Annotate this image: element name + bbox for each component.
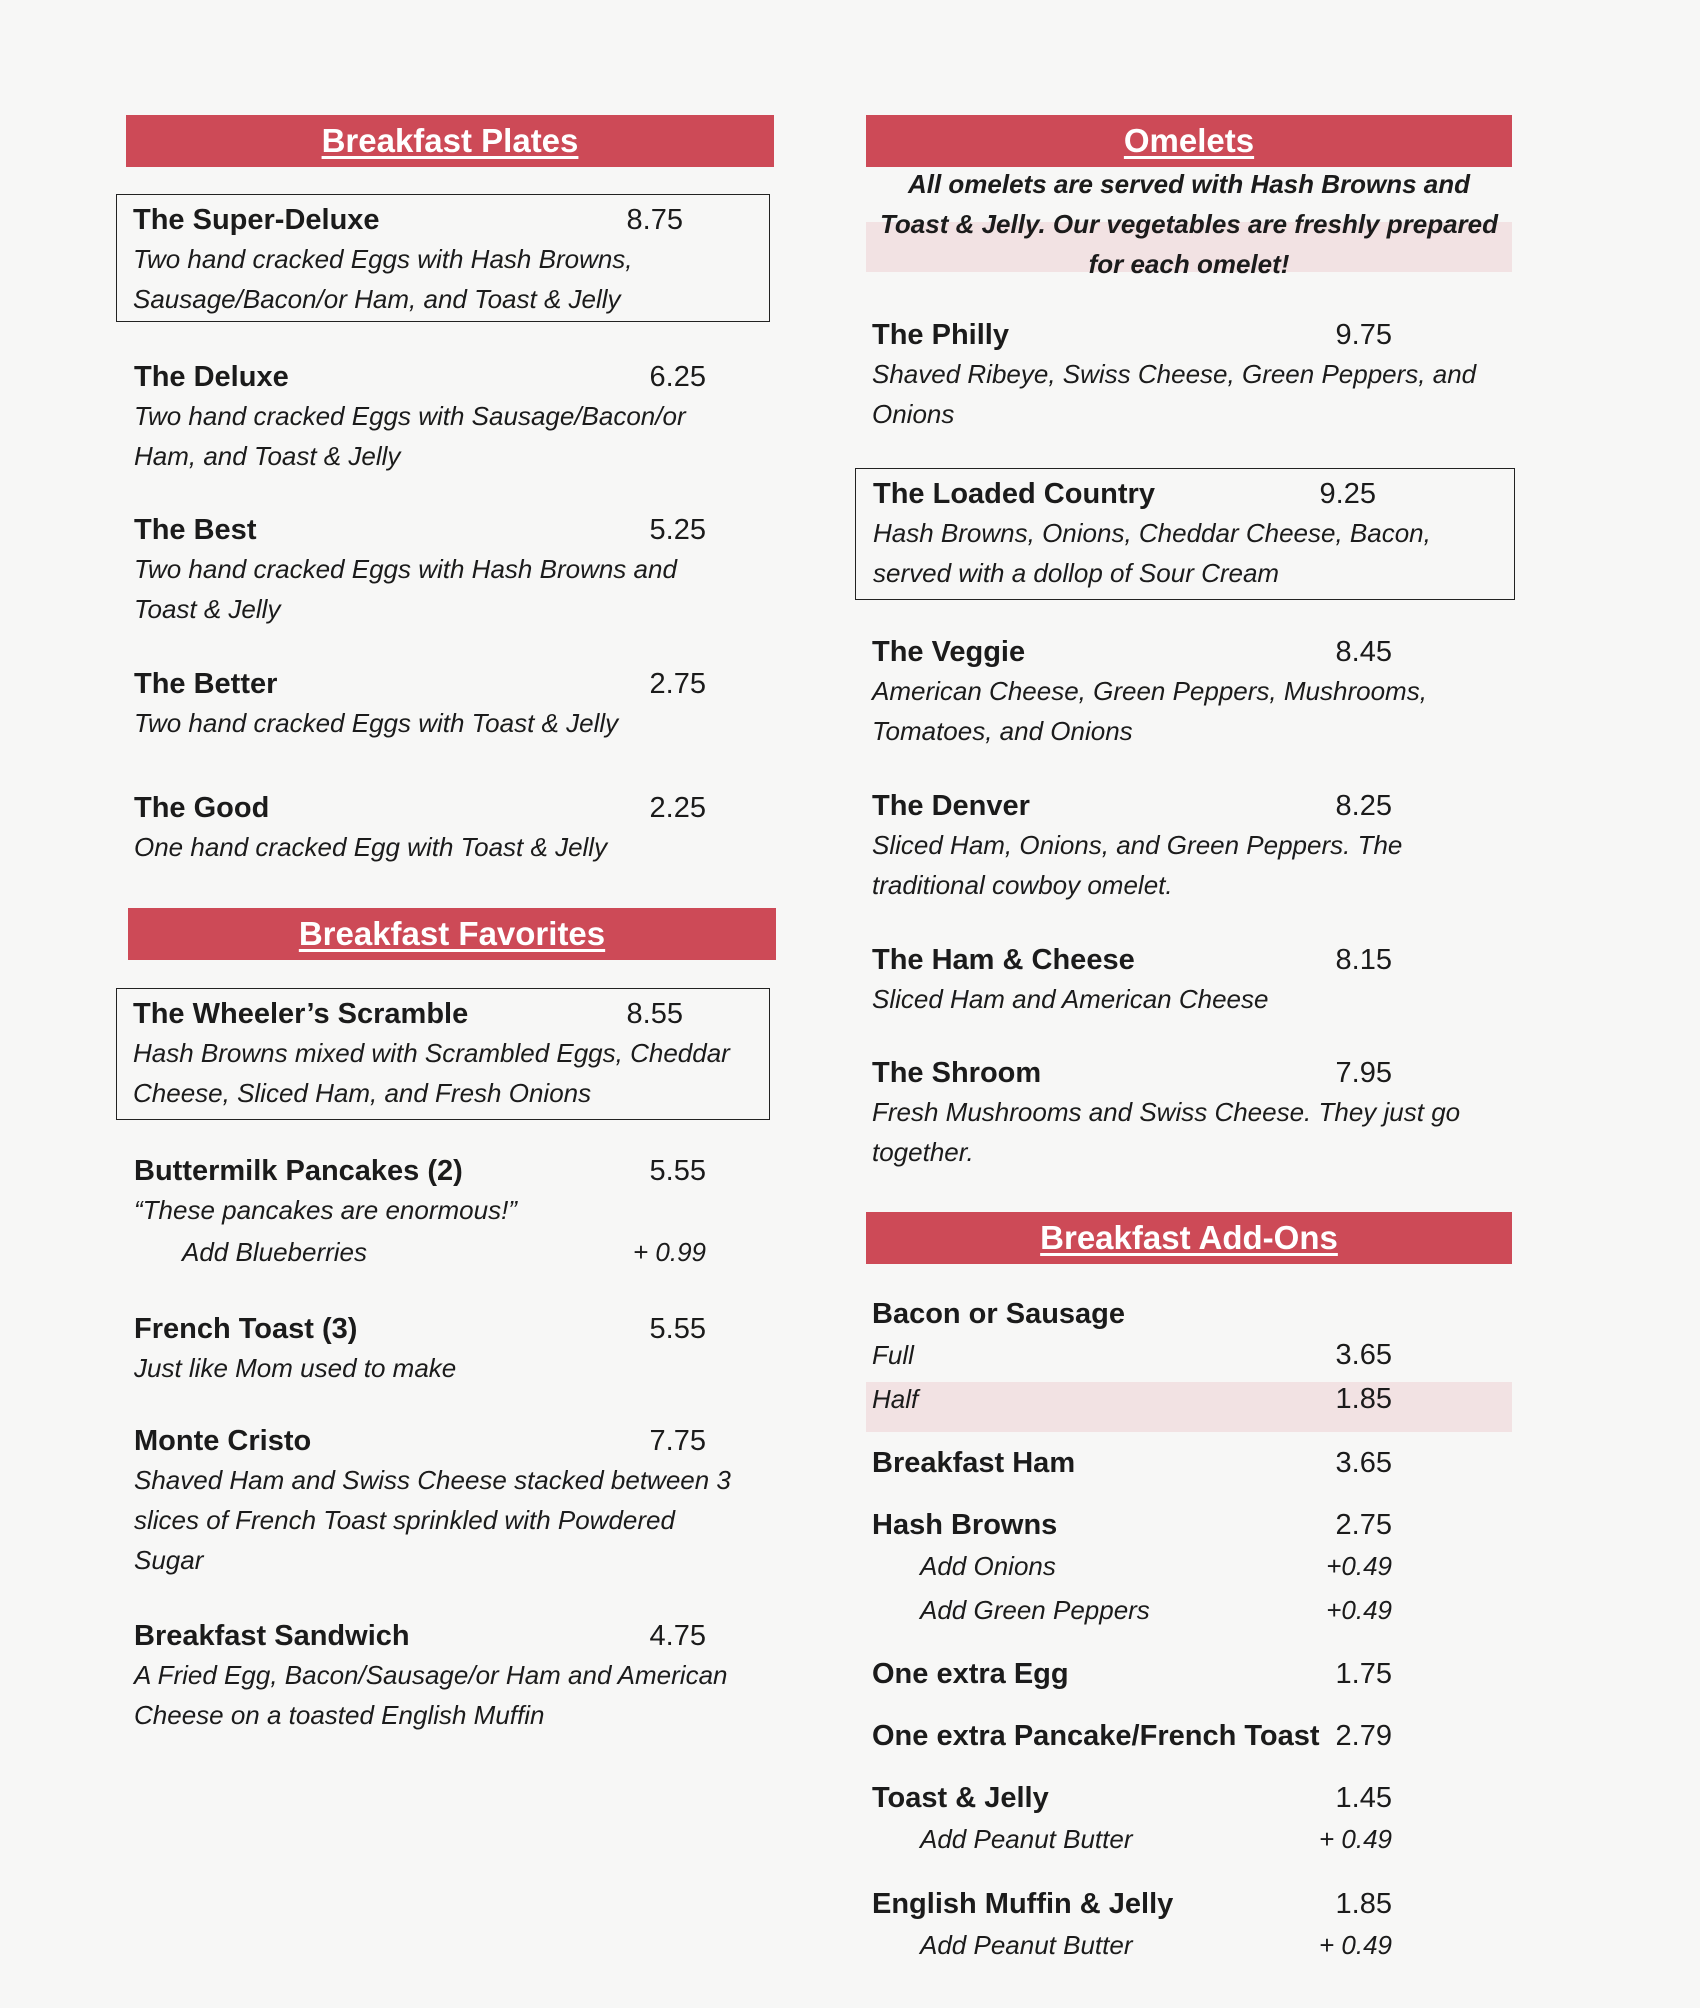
omelets-intro — [866, 164, 1512, 284]
item-name: The Denver — [872, 790, 1030, 822]
addon-row — [134, 1230, 786, 1274]
item-price: 2.75 — [1335, 1509, 1392, 1541]
item-price: 8.75 — [626, 204, 683, 236]
item-name: The Best — [134, 514, 257, 546]
menu-item-french-toast — [134, 1310, 786, 1388]
item-price: 5.55 — [649, 1155, 706, 1187]
item-name: English Muffin & Jelly — [872, 1888, 1174, 1920]
breakfast-favorites-header: Breakfast Favorites — [128, 908, 776, 960]
item-name: The Loaded Country — [873, 478, 1155, 510]
item-price: 3.65 — [1335, 1447, 1392, 1479]
item-name: The Veggie — [872, 636, 1026, 668]
item-price: 2.79 — [1335, 1720, 1392, 1752]
item-price: 8.45 — [1335, 636, 1392, 668]
item-name: The Wheeler’s Scramble — [133, 998, 469, 1030]
item-description: served with a dollop of Sour Cream — [873, 558, 1280, 588]
item-name: Toast & Jelly — [872, 1782, 1049, 1814]
addon-price: + 0.49 — [1318, 1824, 1392, 1854]
item-name: The Super-Deluxe — [133, 204, 380, 236]
item-name: Monte Cristo — [134, 1425, 312, 1457]
intro-line: All omelets are served with Hash Browns and — [907, 169, 1471, 199]
item-price: 2.25 — [649, 792, 706, 824]
item-price: 5.55 — [649, 1313, 706, 1345]
menu-item-deluxe — [134, 358, 786, 476]
item-description: Cheese on a toasted English Muffin — [134, 1700, 545, 1730]
item-price: 1.45 — [1335, 1782, 1392, 1814]
item-name: French Toast (3) — [134, 1313, 358, 1345]
menu-item-wheelers-scramble — [116, 988, 770, 1120]
menu-item-veggie — [872, 633, 1514, 751]
item-description: together. — [872, 1137, 974, 1167]
item-name: Bacon or Sausage — [872, 1298, 1126, 1330]
item-description: slices of French Toast sprinkled with Powdered — [134, 1505, 675, 1535]
item-name: The Better — [134, 668, 278, 700]
menu-item-denver — [872, 787, 1514, 905]
item-description: Sugar — [134, 1545, 204, 1575]
item-description: Fresh Mushrooms and Swiss Cheese. They just go — [872, 1097, 1461, 1127]
item-description: Shaved Ham and Swiss Cheese stacked between 3 — [134, 1465, 731, 1495]
addon-row — [872, 1377, 1514, 1421]
addon-english-muffin — [872, 1885, 1514, 1967]
addon-label: Full — [872, 1340, 914, 1370]
item-description: Onions — [872, 399, 955, 429]
item-description: American Cheese, Green Peppers, Mushrooms, — [872, 676, 1427, 706]
item-description: Shaved Ribeye, Swiss Cheese, Green Peppers, and — [872, 359, 1477, 389]
menu-item-breakfast-sandwich — [134, 1617, 786, 1735]
addon-label: Add Onions — [920, 1551, 1056, 1581]
item-name: Hash Browns — [872, 1509, 1058, 1541]
addon-toast-jelly — [872, 1779, 1514, 1861]
item-description: Hash Browns mixed with Scrambled Eggs, Cheddar — [133, 1038, 730, 1068]
item-price: 9.25 — [1319, 478, 1376, 510]
addon-row — [872, 1923, 1514, 1967]
item-description: Toast & Jelly — [134, 594, 281, 624]
item-name: The Good — [134, 792, 270, 824]
item-price: 8.25 — [1335, 790, 1392, 822]
item-description: Tomatoes, and Onions — [872, 716, 1133, 746]
item-description: Sausage/Bacon/or Ham, and Toast & Jelly — [133, 284, 621, 314]
menu-item-good — [134, 789, 786, 867]
menu-item-loaded-country — [855, 468, 1515, 600]
item-name: The Shroom — [872, 1057, 1042, 1089]
addon-label: Add Green Peppers — [920, 1595, 1150, 1625]
menu-item-monte-cristo — [134, 1422, 786, 1580]
menu-item-best — [134, 511, 786, 629]
addon-price: + 0.99 — [632, 1237, 706, 1267]
item-description: Ham, and Toast & Jelly — [134, 441, 401, 471]
item-description: “These pancakes are enormous!” — [134, 1195, 517, 1225]
addon-hash-browns — [872, 1506, 1514, 1632]
addon-price: 3.65 — [1335, 1339, 1392, 1371]
item-description: One hand cracked Egg with Toast & Jelly — [134, 832, 608, 862]
item-name: The Deluxe — [134, 361, 289, 393]
addon-price: 1.85 — [1335, 1383, 1392, 1415]
item-price: 7.75 — [649, 1425, 706, 1457]
addon-row — [872, 1544, 1514, 1588]
item-price: 5.25 — [649, 514, 706, 546]
item-description: traditional cowboy omelet. — [872, 870, 1173, 900]
addon-row — [872, 1588, 1514, 1632]
item-price: 1.75 — [1335, 1658, 1392, 1690]
item-price: 2.75 — [649, 668, 706, 700]
item-description: Hash Browns, Onions, Cheddar Cheese, Bacon, — [873, 518, 1431, 548]
item-description: Sliced Ham, Onions, and Green Peppers. The — [872, 830, 1403, 860]
item-name: The Philly — [872, 319, 1009, 351]
item-name: One extra Pancake/French Toast — [872, 1720, 1320, 1752]
addon-label: Add Peanut Butter — [920, 1824, 1133, 1854]
addon-extra-egg — [872, 1655, 1514, 1693]
item-name: Breakfast Ham — [872, 1447, 1076, 1479]
item-price: 1.85 — [1335, 1888, 1392, 1920]
item-price: 8.15 — [1335, 944, 1392, 976]
intro-line: for each omelet! — [1088, 249, 1290, 279]
menu-item-super-deluxe — [116, 194, 770, 322]
item-price: 6.25 — [649, 361, 706, 393]
menu-item-better — [134, 665, 786, 743]
item-name: The Ham & Cheese — [872, 944, 1135, 976]
item-price: 7.95 — [1335, 1057, 1392, 1089]
addon-price: +0.49 — [1326, 1595, 1392, 1625]
menu-item-philly — [872, 316, 1514, 434]
item-description: Just like Mom used to make — [134, 1353, 457, 1383]
addon-label: Add Blueberries — [182, 1237, 367, 1267]
addon-label: Add Peanut Butter — [920, 1930, 1133, 1960]
item-description: Two hand cracked Eggs with Toast & Jelly — [134, 708, 619, 738]
menu-item-buttermilk-pancakes — [134, 1152, 786, 1274]
intro-line: Toast & Jelly. Our vegetables are freshly prepared — [880, 209, 1498, 239]
item-price: 9.75 — [1335, 319, 1392, 351]
item-price: 8.55 — [626, 998, 683, 1030]
breakfast-addons-header: Breakfast Add-Ons — [866, 1212, 1512, 1264]
addon-price: +0.49 — [1326, 1551, 1392, 1581]
item-price: 4.75 — [649, 1620, 706, 1652]
addon-breakfast-ham — [872, 1444, 1514, 1482]
addon-row — [872, 1333, 1514, 1377]
addon-label: Half — [872, 1384, 919, 1414]
item-name: Buttermilk Pancakes (2) — [134, 1155, 463, 1187]
breakfast-plates-header: Breakfast Plates — [126, 115, 774, 167]
menu-item-shroom — [872, 1054, 1514, 1172]
item-description: Two hand cracked Eggs with Hash Browns and — [134, 554, 677, 584]
item-description: Cheese, Sliced Ham, and Fresh Onions — [133, 1078, 592, 1108]
addon-price: + 0.49 — [1318, 1930, 1392, 1960]
item-name: Breakfast Sandwich — [134, 1620, 410, 1652]
omelets-header: Omelets — [866, 115, 1512, 167]
item-description: Two hand cracked Eggs with Sausage/Bacon/or — [134, 401, 686, 431]
item-description: Sliced Ham and American Cheese — [872, 984, 1269, 1014]
item-description: A Fried Egg, Bacon/Sausage/or Ham and American — [134, 1660, 728, 1690]
addon-row — [872, 1817, 1514, 1861]
addon-bacon-sausage — [872, 1295, 1514, 1421]
menu-item-ham-cheese — [872, 941, 1514, 1019]
item-name: One extra Egg — [872, 1658, 1069, 1690]
addon-extra-pancake — [872, 1717, 1514, 1755]
item-description: Two hand cracked Eggs with Hash Browns, — [133, 244, 633, 274]
